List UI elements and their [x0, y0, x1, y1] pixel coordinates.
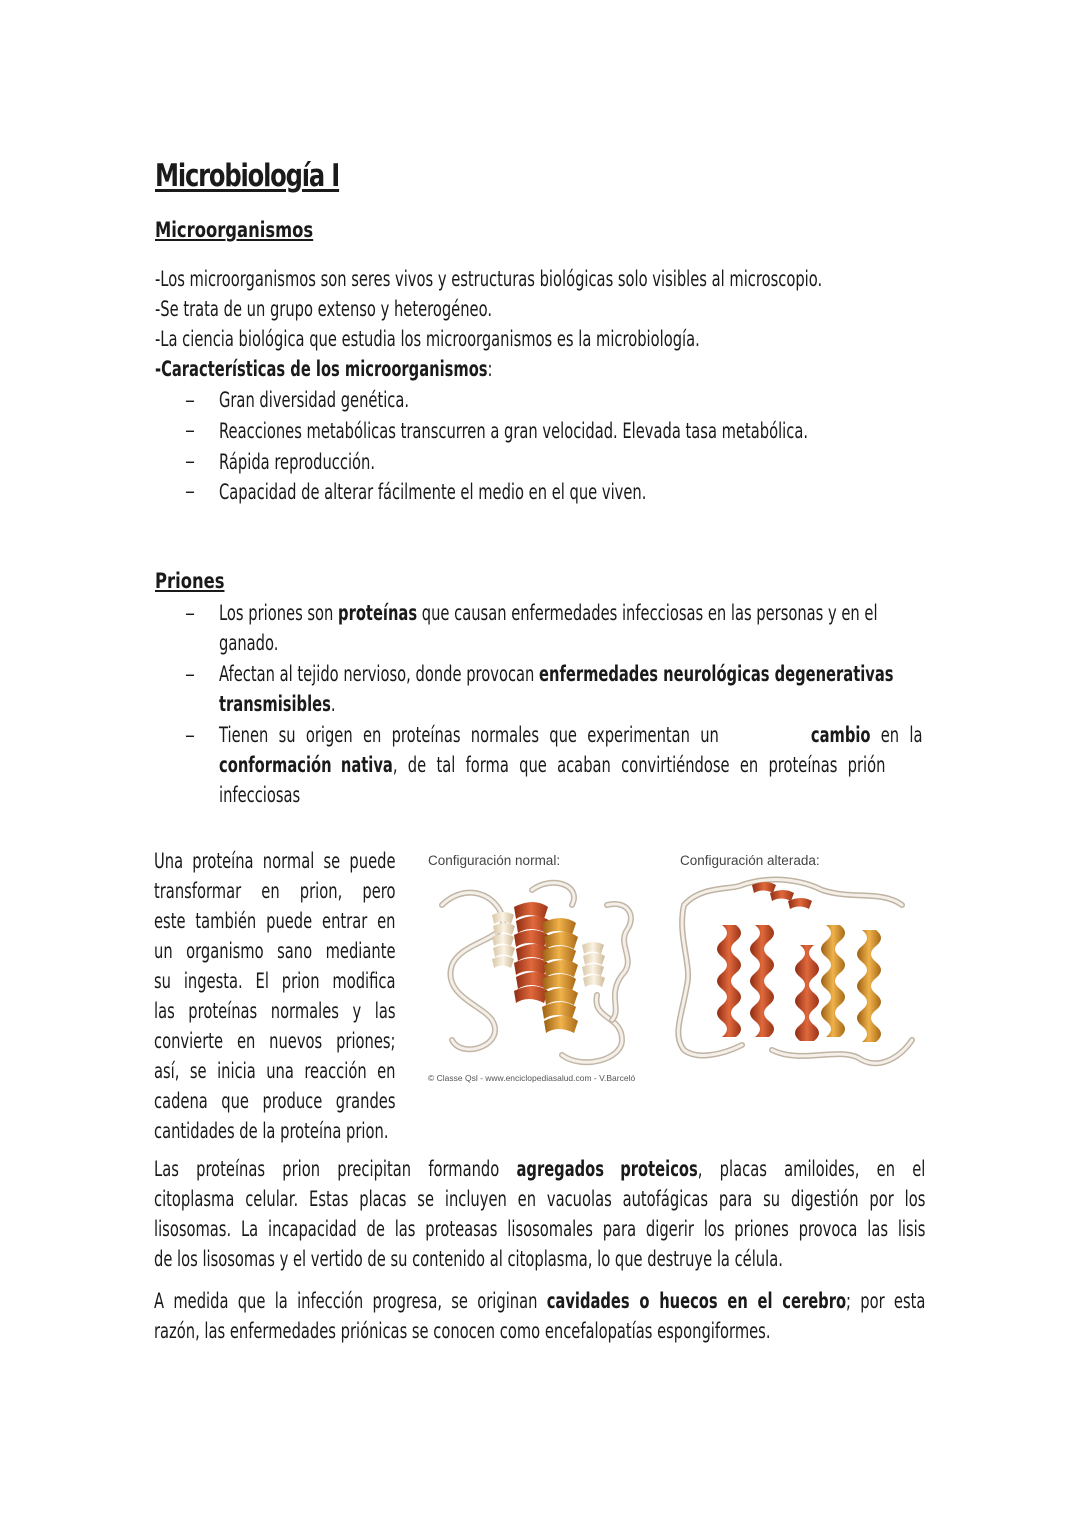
list-item-text: Reacciones metabólicas transcurren a gran velocidad. Elevada tasa metabólica.	[219, 419, 809, 443]
figure-label-altered: Configuración alterada:	[680, 853, 820, 868]
paragraph-espongiformes	[154, 1286, 1080, 1346]
dash-bullet-icon: –	[185, 388, 195, 412]
list-item-text: Afectan al tejido nervioso, donde provocan enfermedades neurológicas degenerativas	[219, 662, 894, 686]
list-item-text: conformación nativa, de tal forma que acaban convirtiéndose en proteínas prión	[219, 753, 886, 777]
section-heading-microorganismos: Microorganismos	[155, 218, 314, 242]
list-item-text: ganado.	[219, 631, 279, 655]
text-line: -La ciencia biológica que estudia los microorganismos es la microbiología.	[155, 327, 700, 351]
dash-bullet-icon: –	[185, 418, 195, 442]
dash-bullet-icon: –	[185, 601, 195, 625]
text-line: lisosomas. La incapacidad de las proteasas lisosomales para digerir los priones provoca las lisis	[154, 1217, 926, 1241]
text-line: Una proteína normal se puede	[154, 849, 396, 873]
protein-structure-illustration	[422, 845, 927, 1090]
text-line: Las proteínas prion precipitan formando agregados proteicos, placas amiloides, en el	[154, 1157, 926, 1181]
dash-bullet-icon: –	[185, 723, 195, 747]
list-item-text: infecciosas	[219, 783, 301, 807]
list-item-text: Capacidad de alterar fácilmente el medio en el que viven.	[219, 480, 647, 504]
dash-bullet-icon: –	[185, 449, 195, 473]
altered-helix-top	[752, 882, 812, 909]
section-heading-priones: Priones	[155, 569, 225, 593]
text-line: A medida que la infección progresa, se originan cavidades o huecos en el cerebro; por esta	[154, 1289, 926, 1313]
text-line: un organismo sano mediante	[154, 939, 396, 963]
text-line: convierte en nuevos priones;	[154, 1029, 396, 1053]
text-line: -Se trata de un grupo extenso y heterogéneo.	[155, 297, 492, 321]
list-item-text: Los priones son proteínas que causan enfermedades infecciosas en las personas y en el	[219, 601, 878, 625]
caracteristicas-heading	[155, 354, 492, 384]
paragraph-agregados	[154, 1154, 1080, 1274]
text-line: razón, las enfermedades priónicas se conocen como encefalopatías espongiformes.	[154, 1319, 771, 1343]
text-line: así, se inicia una reacción en	[154, 1059, 396, 1083]
list-item-text: Tienen su origen en proteínas normales que experimentan un cambio en la	[219, 723, 923, 747]
list-item-text: transmisibles.	[219, 692, 336, 716]
text-line: transformar en prion, pero	[154, 879, 396, 903]
text-line: su ingesta. El prion modifica	[154, 969, 396, 993]
list-item-text: Gran diversidad genética.	[219, 388, 410, 412]
text-line: cantidades de la proteína prion.	[154, 1119, 389, 1143]
dash-bullet-icon: –	[185, 662, 195, 686]
text-line: las proteínas normales y las	[154, 999, 396, 1023]
prion-configuration-figure	[422, 845, 927, 1090]
figure-credit: © Classe Qsl - www.enciclopediasalud.com - V.Barceló	[428, 1073, 636, 1083]
list-item-text: Rápida reproducción.	[219, 450, 376, 474]
dash-bullet-icon: –	[185, 479, 195, 503]
figure-label-normal: Configuración normal:	[428, 853, 561, 868]
normal-helix-pale	[492, 912, 515, 968]
text-line: de los lisosomas y el vertido de su contenido al citoplasma, lo que destruye la célula.	[154, 1247, 783, 1271]
caracteristicas-label: -Características de los microorganismos	[155, 357, 488, 381]
text-line: cadena que produce grandes	[154, 1089, 396, 1113]
colon: :	[487, 357, 493, 381]
document-title: Microbiología I	[155, 158, 340, 194]
text-line: -Los microorganismos son seres vivos y estructuras biológicas solo visibles al microscopio.	[155, 267, 823, 291]
altered-beta-strands	[717, 925, 881, 1042]
normal-helix-orange	[542, 918, 605, 1033]
text-line: este también puede entrar en	[154, 909, 396, 933]
text-line: citoplasma celular. Estas placas se incluyen en vacuolas autofágicas para su digestión por los	[154, 1187, 926, 1211]
